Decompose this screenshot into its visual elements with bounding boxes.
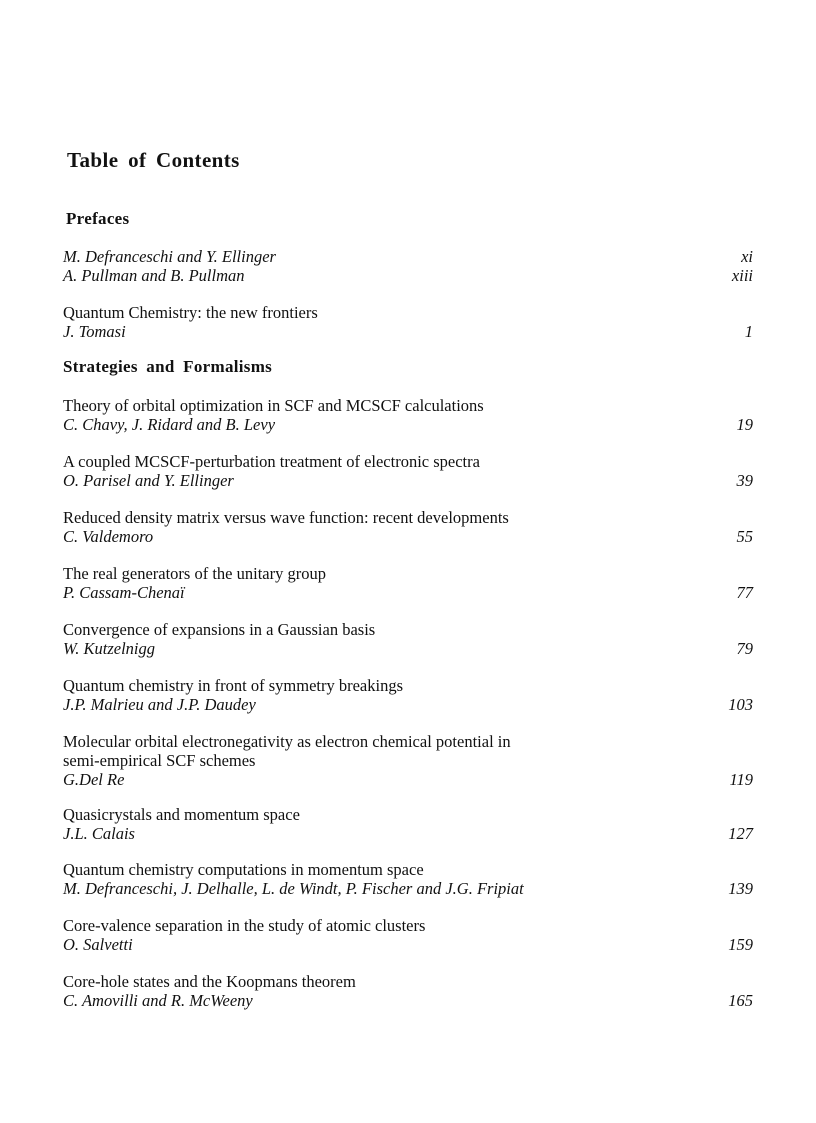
entry-title: Quantum Chemistry: the new frontiers <box>63 303 318 322</box>
entry-author-row <box>63 322 755 341</box>
toc-entry <box>63 303 755 341</box>
section-heading-prefaces: Prefaces <box>66 209 130 228</box>
entry-title: Theory of orbital optimization in SCF and MCSCF calculations <box>63 396 484 415</box>
toc-entry <box>63 676 755 714</box>
entry-authors: C. Valdemoro <box>63 527 154 546</box>
entry-page-number: 119 <box>729 770 753 789</box>
entry-page-number: 77 <box>736 583 753 602</box>
entry-authors: J.P. Malrieu and J.P. Daudey <box>63 695 256 714</box>
entry-title: Quantum chemistry computations in momentum space <box>63 860 424 879</box>
entry-authors: M. Defranceschi, J. Delhalle, L. de Windt, P. Fischer and J.G. Fripiat <box>63 879 524 898</box>
section-heading-strategies: Strategies and Formalisms <box>63 357 273 376</box>
entry-title: Molecular orbital electronegativity as electron chemical potential in <box>63 732 511 751</box>
entry-authors: O. Parisel and Y. Ellinger <box>63 471 234 490</box>
entry-author-row <box>63 695 755 714</box>
page-title: Table of Contents <box>67 148 240 172</box>
entry-authors: W. Kutzelnigg <box>63 639 155 658</box>
entry-author-row <box>63 527 755 546</box>
entry-title: Core-hole states and the Koopmans theorem <box>63 972 356 991</box>
entry-authors: M. Defranceschi and Y. Ellinger <box>63 247 276 266</box>
toc-entry <box>63 266 755 285</box>
toc-entry <box>63 972 755 1010</box>
entry-title-continued: semi-empirical SCF schemes <box>63 751 256 770</box>
entry-authors: A. Pullman and B. Pullman <box>63 266 245 285</box>
entry-authors: J.L. Calais <box>63 824 135 843</box>
entry-author-row <box>63 935 755 954</box>
toc-entry <box>63 452 755 490</box>
entry-author-row <box>63 991 755 1010</box>
entry-authors: G.Del Re <box>63 770 125 789</box>
entry-page-number: 139 <box>728 879 753 898</box>
entry-page-number: 103 <box>728 695 753 714</box>
entry-page-number: 1 <box>744 322 753 341</box>
entry-author-row <box>63 247 755 266</box>
toc-entry <box>63 247 755 266</box>
entry-title: Reduced density matrix versus wave function: recent developments <box>63 508 509 527</box>
entry-authors: P. Cassam-Chenaï <box>63 583 185 602</box>
entry-page-number: 19 <box>736 415 753 434</box>
entry-title: Convergence of expansions in a Gaussian basis <box>63 620 376 639</box>
entry-title: Quantum chemistry in front of symmetry breakings <box>63 676 404 695</box>
toc-entry <box>63 732 755 789</box>
toc-entry <box>63 916 755 954</box>
entry-page-number: xi <box>741 247 753 266</box>
entry-title: Quasicrystals and momentum space <box>63 805 300 824</box>
entry-title: A coupled MCSCF-perturbation treatment of electronic spectra <box>63 452 480 471</box>
toc-entry <box>63 564 755 602</box>
entry-page-number: xiii <box>731 266 753 285</box>
entry-authors: C. Amovilli and R. McWeeny <box>63 991 253 1010</box>
entry-authors: C. Chavy, J. Ridard and B. Levy <box>63 415 276 434</box>
entry-title: The real generators of the unitary group <box>63 564 326 583</box>
entry-author-row <box>63 471 755 490</box>
entry-author-row <box>63 824 755 843</box>
entry-page-number: 159 <box>728 935 753 954</box>
entry-author-row <box>63 415 755 434</box>
entry-author-row <box>63 266 755 285</box>
entry-author-row <box>63 770 755 789</box>
toc-entry <box>63 620 755 658</box>
toc-entry <box>63 805 755 843</box>
toc-entry <box>63 508 755 546</box>
entry-page-number: 79 <box>736 639 753 658</box>
toc-entry <box>63 396 755 434</box>
entry-page-number: 39 <box>736 471 753 490</box>
entry-page-number: 55 <box>736 527 753 546</box>
entry-authors: J. Tomasi <box>63 322 126 341</box>
entry-page-number: 165 <box>728 991 753 1010</box>
toc-entry <box>63 860 755 898</box>
entry-page-number: 127 <box>728 824 753 843</box>
entry-author-row <box>63 879 755 898</box>
entry-author-row <box>63 583 755 602</box>
entry-title: Core-valence separation in the study of atomic clusters <box>63 916 426 935</box>
entry-author-row <box>63 639 755 658</box>
entry-authors: O. Salvetti <box>63 935 133 954</box>
